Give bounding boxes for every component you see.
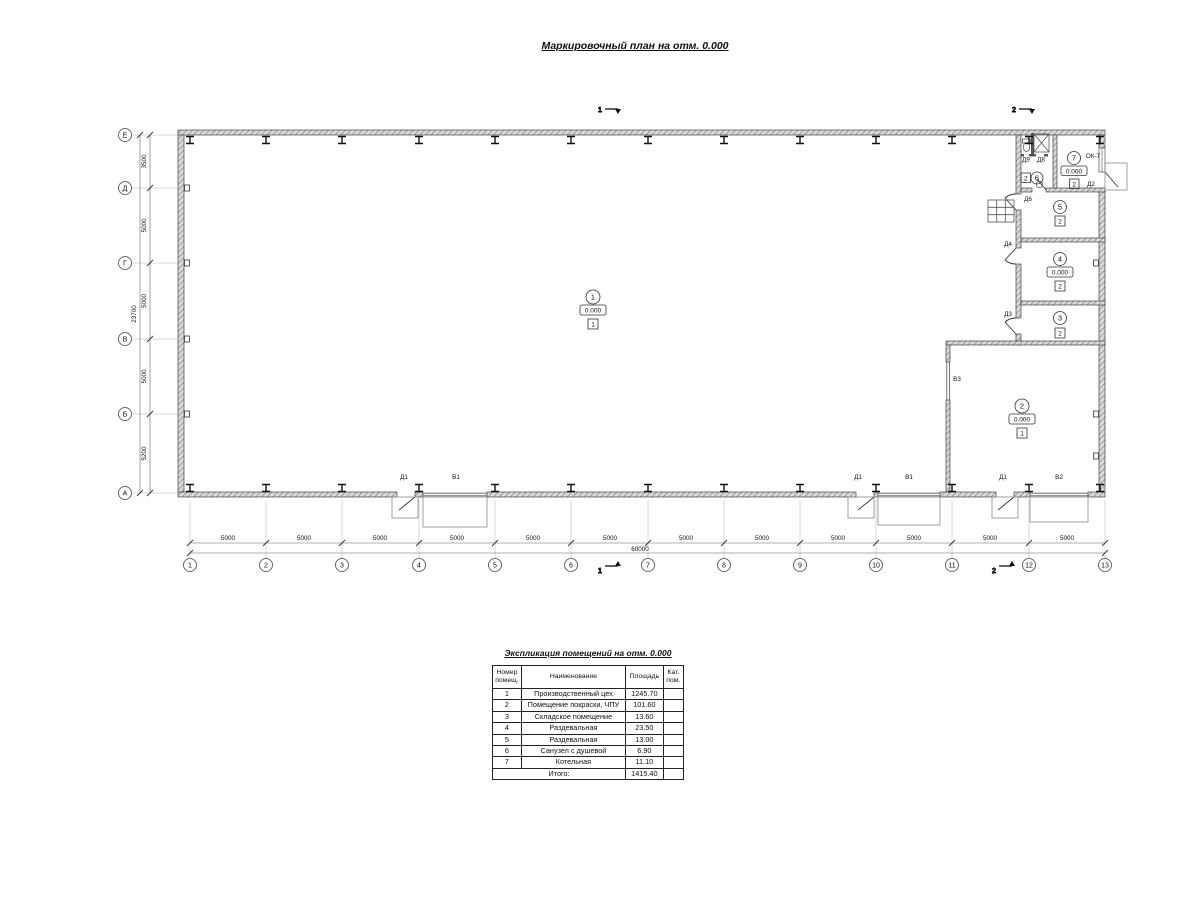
table-row bbox=[493, 700, 684, 711]
gate-label: В2 bbox=[1055, 474, 1063, 481]
header-area: Площадь bbox=[626, 666, 664, 689]
axis-label: 10 bbox=[872, 562, 880, 570]
dim-label: 5000 bbox=[754, 535, 770, 542]
room-number: 6 bbox=[1034, 173, 1040, 183]
cell-num: 5 bbox=[493, 734, 522, 745]
axis-label: 3 bbox=[340, 562, 344, 570]
room-category: 2 bbox=[1058, 283, 1062, 291]
window-label: ОК-7 bbox=[1085, 153, 1101, 160]
room-number: 4 bbox=[1057, 254, 1063, 264]
header-room-number: Номер помещ. bbox=[493, 666, 522, 689]
section-label: 2 bbox=[1012, 107, 1016, 114]
room-5-annotation bbox=[1054, 201, 1067, 227]
room-2-annotation bbox=[1009, 399, 1035, 438]
dim-label: 5000 bbox=[141, 369, 148, 384]
dim-label: 5000 bbox=[141, 218, 148, 233]
dim-label: 5000 bbox=[1059, 535, 1075, 542]
cell-area: 101.60 bbox=[626, 700, 664, 711]
total-label: Итого: bbox=[493, 768, 626, 779]
dim-label: 5000 bbox=[906, 535, 922, 542]
dim-label: 5000 bbox=[296, 535, 312, 542]
total-value: 1415.40 bbox=[626, 768, 664, 779]
room-category: 2 bbox=[1023, 175, 1028, 183]
cell-name: Раздевальная bbox=[521, 734, 625, 745]
table-row bbox=[493, 711, 684, 722]
room-category: 2 bbox=[1072, 181, 1077, 189]
room-number: 2 bbox=[1019, 401, 1025, 411]
axis-label: 11 bbox=[948, 562, 956, 570]
bottom-axis-bubbles bbox=[184, 559, 1112, 572]
cell-cat bbox=[663, 745, 683, 756]
cell-cat bbox=[663, 757, 683, 768]
axis-label: 7 bbox=[646, 562, 650, 570]
cell-cat bbox=[663, 700, 683, 711]
door-label: Д1 bbox=[854, 474, 862, 481]
table-row bbox=[493, 734, 684, 745]
left-dimensions bbox=[131, 132, 178, 496]
section-label: 1 bbox=[598, 107, 602, 114]
window-ok7 bbox=[1099, 148, 1105, 172]
axis-label: Д bbox=[122, 185, 128, 193]
axis-label: 2 bbox=[264, 562, 268, 570]
dim-label: 5000 bbox=[830, 535, 846, 542]
room-4-annotation bbox=[1047, 253, 1073, 292]
dim-label: 5000 bbox=[602, 535, 618, 542]
door-label: Д2 bbox=[1087, 181, 1095, 188]
room-3-annotation bbox=[1054, 312, 1067, 339]
left-axis-bubbles bbox=[119, 129, 132, 500]
cell-area: 13.60 bbox=[626, 711, 664, 722]
axis-label: 8 bbox=[722, 562, 726, 570]
door-label: Д4 bbox=[1004, 241, 1012, 248]
axis-label: 9 bbox=[798, 562, 802, 570]
axis-label: 1 bbox=[188, 562, 192, 570]
door-label: Д3 bbox=[1004, 311, 1012, 318]
cell-area: 11.10 bbox=[626, 757, 664, 768]
axis-label: Г bbox=[123, 260, 127, 268]
door-label: Д6 bbox=[1024, 196, 1032, 203]
dim-label: 5200 bbox=[141, 446, 148, 461]
cell-num: 2 bbox=[493, 700, 522, 711]
dim-label: 5000 bbox=[372, 535, 388, 542]
cell-name: Складское помещение bbox=[521, 711, 625, 722]
header-name: Наименование bbox=[521, 666, 625, 689]
room-category: 2 bbox=[1058, 330, 1062, 338]
gate-label: В1 bbox=[452, 474, 460, 481]
door-label: Д8 bbox=[1037, 156, 1045, 164]
door-label: Д1 bbox=[400, 474, 408, 481]
room-number: 7 bbox=[1071, 153, 1077, 163]
gate-label: В1 bbox=[905, 474, 913, 481]
axis-label: 12 bbox=[1025, 562, 1033, 570]
cell-num: 4 bbox=[493, 723, 522, 734]
column-symbols bbox=[185, 137, 1105, 492]
header-category: Кат. пом. bbox=[663, 666, 683, 689]
section-label: 1 bbox=[598, 568, 602, 575]
schedule-table bbox=[492, 665, 684, 780]
door-label: Д1 bbox=[999, 474, 1007, 481]
table-row bbox=[493, 745, 684, 756]
dim-total-label: 60000 bbox=[631, 546, 649, 553]
axis-label: 5 bbox=[493, 562, 497, 570]
dim-label: 5000 bbox=[982, 535, 998, 542]
table-row bbox=[493, 689, 684, 700]
axis-label: 13 bbox=[1101, 562, 1109, 570]
table-row bbox=[493, 723, 684, 734]
cell-area: 13.00 bbox=[626, 734, 664, 745]
dim-label: 5000 bbox=[449, 535, 465, 542]
room-number: 5 bbox=[1057, 202, 1063, 212]
drawing-title: Маркировочный план на отм. 0.000 bbox=[541, 40, 729, 52]
gate-label: В3 bbox=[953, 376, 961, 383]
cell-cat bbox=[663, 711, 683, 722]
cell-area: 23.50 bbox=[626, 723, 664, 734]
dim-label: 3500 bbox=[141, 154, 148, 169]
dim-total-label: 23700 bbox=[131, 305, 138, 323]
cell-num: 3 bbox=[493, 711, 522, 722]
room-elevation: 0.000 bbox=[1051, 269, 1069, 277]
room-category: 1 bbox=[591, 321, 595, 329]
section-label: 2 bbox=[992, 568, 996, 575]
axis-label: Б bbox=[122, 411, 128, 419]
axis-label: А bbox=[122, 490, 128, 498]
room-number: 3 bbox=[1057, 313, 1063, 323]
cell-num: 6 bbox=[493, 745, 522, 756]
cell-name: Санузел с душевой bbox=[521, 745, 625, 756]
cell-name: Раздевальная bbox=[521, 723, 625, 734]
schedule-title: Экспликация помещений на отм. 0.000 bbox=[504, 648, 672, 658]
dim-label: 5000 bbox=[141, 293, 148, 309]
gates bbox=[423, 362, 1088, 496]
axis-label: В bbox=[122, 336, 128, 344]
axis-label: 6 bbox=[569, 562, 573, 570]
cell-name: Помещение покраски, ЧПУ bbox=[521, 700, 625, 711]
room-elevation: 0.000 bbox=[1013, 416, 1031, 424]
axis-label: Е bbox=[122, 132, 128, 140]
schedule-header-row bbox=[493, 666, 684, 689]
room-category: 2 bbox=[1058, 218, 1062, 226]
schedule-total-row bbox=[493, 768, 684, 779]
table-row bbox=[493, 757, 684, 768]
cell-cat bbox=[663, 734, 683, 745]
cell-area: 6.90 bbox=[626, 745, 664, 756]
room-schedule bbox=[490, 648, 686, 780]
room-elevation: 0.000 bbox=[584, 307, 602, 315]
room-elevation: 0.000 bbox=[1065, 168, 1083, 176]
dim-label: 5000 bbox=[525, 535, 541, 542]
cell-name: Котельная bbox=[521, 757, 625, 768]
cell-num: 7 bbox=[493, 757, 522, 768]
door-label: Д9 bbox=[1022, 156, 1030, 164]
room-category: 1 bbox=[1020, 430, 1024, 438]
cell-cat bbox=[663, 723, 683, 734]
bottom-dimensions bbox=[187, 500, 1108, 558]
cell-name: Производственный цех bbox=[521, 689, 625, 700]
total-cat bbox=[663, 768, 683, 779]
cell-cat bbox=[663, 689, 683, 700]
room-1-annotation bbox=[580, 290, 606, 329]
cell-area: 1245.70 bbox=[626, 689, 664, 700]
exterior-walls bbox=[178, 130, 1105, 497]
dim-label: 5000 bbox=[220, 535, 236, 542]
cell-num: 1 bbox=[493, 689, 522, 700]
opening-labels bbox=[400, 157, 1095, 482]
room-number: 1 bbox=[590, 292, 596, 302]
axis-label: 4 bbox=[417, 562, 421, 570]
dim-label: 5000 bbox=[678, 535, 694, 542]
